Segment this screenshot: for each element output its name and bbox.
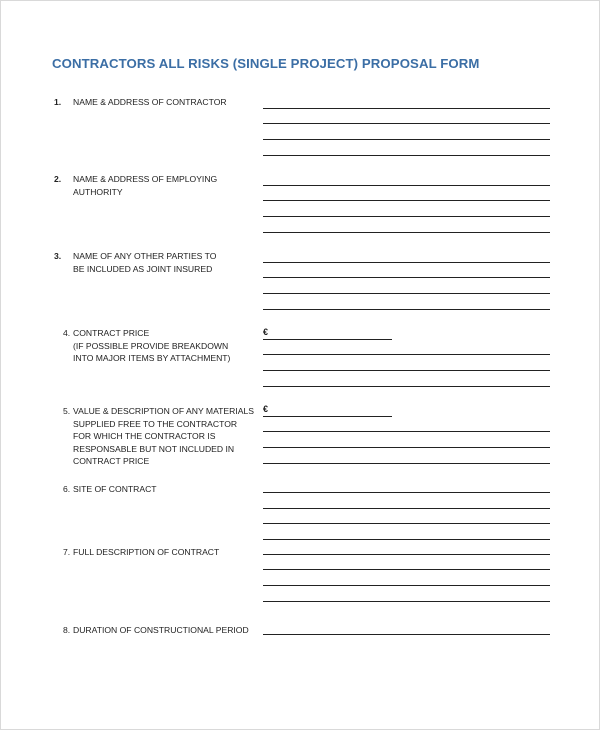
- form-title: CONTRACTORS ALL RISKS (SINGLE PROJECT) PROPOSAL FORM: [52, 56, 480, 71]
- question-label: CONTRACT PRICE: [73, 328, 150, 338]
- question-number: 4.: [63, 328, 71, 338]
- question-label: DURATION OF CONSTRUCTIONAL PERIOD: [73, 625, 249, 635]
- question-3: [54, 250, 254, 278]
- question-5: [63, 405, 258, 469]
- answer-line[interactable]: [263, 539, 550, 540]
- question-6: [63, 483, 258, 497]
- question-4: [63, 327, 258, 367]
- answer-line[interactable]: [263, 108, 550, 109]
- answer-line[interactable]: [263, 309, 550, 310]
- answer-line[interactable]: [263, 370, 550, 371]
- answer-line[interactable]: [263, 523, 550, 524]
- answer-line[interactable]: [263, 634, 550, 635]
- question-label: SITE OF CONTRACT: [73, 484, 157, 494]
- answer-line[interactable]: [263, 492, 550, 493]
- question-label: BE INCLUDED AS JOINT INSURED: [73, 263, 213, 274]
- materials-value-line[interactable]: [263, 416, 392, 417]
- answer-line[interactable]: [263, 216, 550, 217]
- question-1: [54, 96, 254, 110]
- question-number: 5.: [63, 406, 71, 416]
- answer-line[interactable]: [263, 155, 550, 156]
- question-label: NAME OF ANY OTHER PARTIES TO: [73, 251, 217, 261]
- answer-line[interactable]: [263, 123, 550, 124]
- answer-line[interactable]: [263, 293, 550, 294]
- answer-line[interactable]: [263, 569, 550, 570]
- question-label: FULL DESCRIPTION OF CONTRACT: [73, 547, 220, 557]
- question-label: CONTRACT PRICE: [73, 456, 150, 467]
- question-7: [63, 546, 258, 560]
- question-label: NAME & ADDRESS OF EMPLOYING: [73, 174, 218, 184]
- question-number: 3.: [54, 251, 62, 261]
- question-8: [63, 624, 258, 638]
- answer-line[interactable]: [263, 447, 550, 448]
- question-label: NAME & ADDRESS OF CONTRACTOR: [73, 97, 227, 107]
- answer-line[interactable]: [263, 601, 550, 602]
- answer-line[interactable]: [263, 508, 550, 509]
- answer-line[interactable]: [263, 431, 550, 432]
- question-label: AUTHORITY: [73, 186, 123, 197]
- answer-line[interactable]: [263, 262, 550, 263]
- question-label: VALUE & DESCRIPTION OF ANY MATERIALS: [73, 406, 254, 416]
- question-number: 6.: [63, 484, 71, 494]
- question-label: SUPPLIED FREE TO THE CONTRACTOR: [73, 418, 238, 429]
- currency-symbol: €: [263, 327, 269, 337]
- question-label: RESPONSABLE BUT NOT INCLUDED IN: [73, 443, 235, 454]
- question-label: FOR WHICH THE CONTRACTOR IS: [73, 431, 216, 442]
- answer-line[interactable]: [263, 554, 550, 555]
- answer-line[interactable]: [263, 386, 550, 387]
- contract-price-line[interactable]: [263, 339, 392, 340]
- question-number: 1.: [54, 97, 62, 107]
- question-number: 8.: [63, 625, 71, 635]
- question-label: INTO MAJOR ITEMS BY ATTACHMENT): [73, 353, 231, 364]
- question-label: (IF POSSIBLE PROVIDE BREAKDOWN: [73, 340, 229, 351]
- answer-line[interactable]: [263, 200, 550, 201]
- question-number: 2.: [54, 174, 62, 184]
- question-number: 7.: [63, 547, 71, 557]
- answer-line[interactable]: [263, 232, 550, 233]
- currency-symbol: €: [263, 404, 269, 414]
- answer-line[interactable]: [263, 354, 550, 355]
- question-2: [54, 173, 254, 201]
- answer-line[interactable]: [263, 139, 550, 140]
- answer-line[interactable]: [263, 277, 550, 278]
- answer-line[interactable]: [263, 185, 550, 186]
- answer-line[interactable]: [263, 463, 550, 464]
- answer-line[interactable]: [263, 585, 550, 586]
